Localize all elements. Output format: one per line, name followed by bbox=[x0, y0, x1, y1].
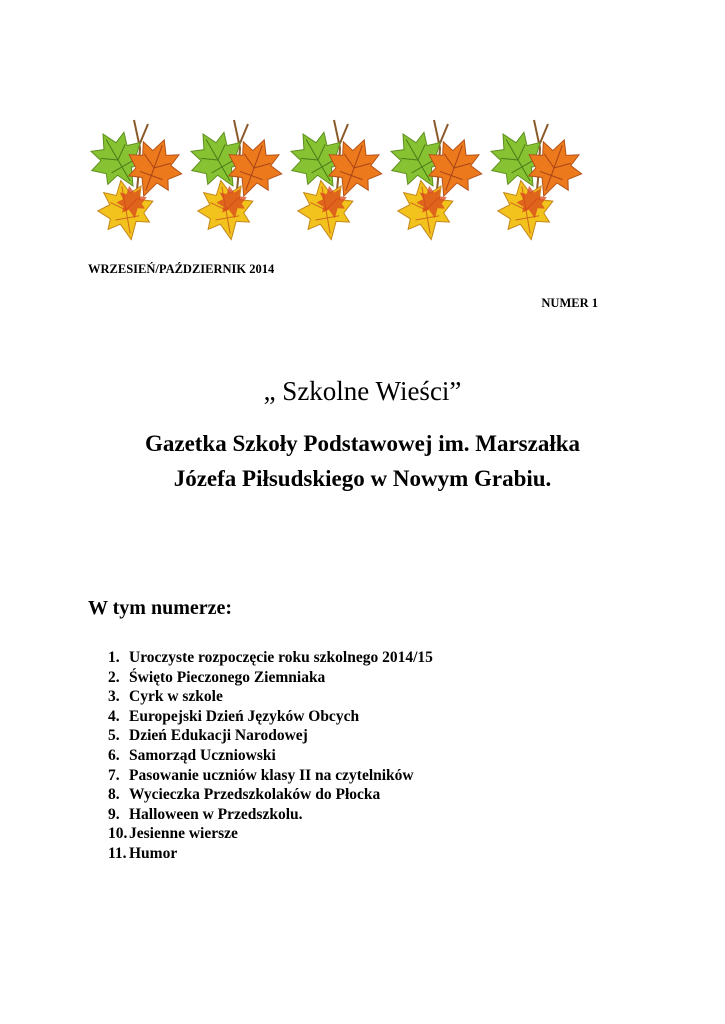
contents-item-text: Humor bbox=[129, 844, 178, 862]
contents-item-number: 9. bbox=[108, 805, 120, 823]
issue-number: NUMER 1 bbox=[541, 296, 598, 310]
contents-heading: W tym numerze: bbox=[88, 597, 233, 619]
contents-item-number: 3. bbox=[108, 688, 120, 706]
contents-item bbox=[108, 726, 433, 746]
contents-item-text: Pasowanie uczniów klasy II na czytelników bbox=[129, 766, 414, 784]
autumn-leaves-icon bbox=[88, 118, 188, 250]
contents-item bbox=[108, 844, 433, 864]
contents-item-text: Cyrk w szkole bbox=[129, 688, 223, 706]
contents-item-number: 2. bbox=[108, 668, 120, 686]
contents-item-number: 7. bbox=[108, 766, 120, 784]
contents-item-text: Wycieczka Przedszkolaków do Płocka bbox=[129, 786, 381, 804]
autumn-leaves-banner bbox=[88, 118, 588, 250]
contents-item-number: 1. bbox=[108, 649, 120, 666]
contents-item-text: Halloween w Przedszkolu. bbox=[129, 805, 303, 823]
newsletter-title: „ Szkolne Wieści” bbox=[263, 376, 462, 406]
contents-item-text: Europejski Dzień Języków Obcych bbox=[129, 707, 360, 725]
contents-item bbox=[108, 785, 433, 805]
autumn-leaves-icon bbox=[388, 118, 488, 250]
contents-item bbox=[108, 648, 433, 668]
subtitle-line-1: Gazetka Szkoły Podstawowej im. Marszałka bbox=[144, 431, 581, 456]
contents-item-text: Święto Pieczonego Ziemniaka bbox=[129, 668, 326, 686]
contents-item bbox=[108, 824, 433, 844]
contents-item bbox=[108, 707, 433, 727]
contents-item bbox=[108, 805, 433, 825]
contents-item-number: 6. bbox=[108, 746, 120, 764]
contents-item-number: 4. bbox=[108, 707, 120, 725]
issue-date: WRZESIEŃ/PAŹDZIERNIK 2014 bbox=[88, 262, 275, 276]
contents-item bbox=[108, 668, 433, 688]
contents-item bbox=[108, 766, 433, 786]
contents-item-text: Jesienne wiersze bbox=[129, 825, 238, 843]
contents-item-text: Uroczyste rozpoczęcie roku szkolnego 2014/15 bbox=[129, 649, 433, 666]
contents-list bbox=[108, 648, 433, 864]
subtitle-line-2: Józefa Piłsudskiego w Nowym Grabiu. bbox=[173, 466, 552, 491]
autumn-leaves-icon bbox=[488, 118, 588, 250]
contents-item bbox=[108, 687, 433, 707]
contents-item-number: 5. bbox=[108, 727, 120, 745]
contents-item bbox=[108, 746, 433, 766]
autumn-leaves-icon bbox=[288, 118, 388, 250]
newsletter-subtitle bbox=[60, 426, 665, 496]
contents-item-number: 10. bbox=[108, 825, 128, 843]
contents-item-text: Samorząd Uczniowski bbox=[129, 746, 276, 764]
contents-item-text: Dzień Edukacji Narodowej bbox=[129, 727, 308, 745]
contents-item-number: 11. bbox=[108, 844, 127, 862]
contents-item-number: 8. bbox=[108, 786, 120, 804]
autumn-leaves-icon bbox=[188, 118, 288, 250]
